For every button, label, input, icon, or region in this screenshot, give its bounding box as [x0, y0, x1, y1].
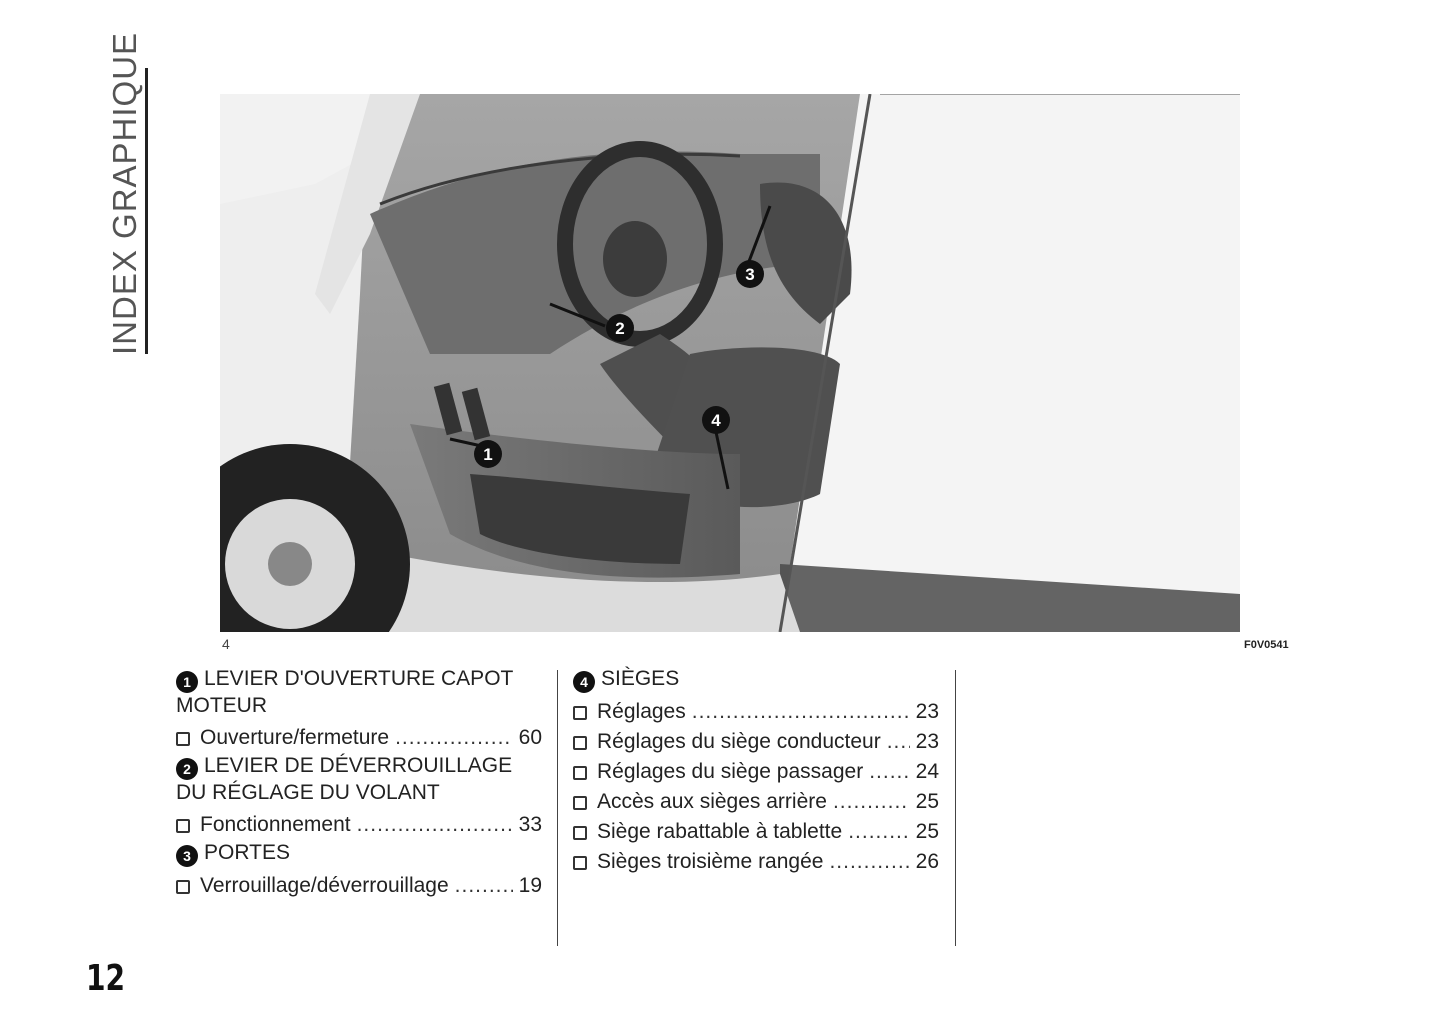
heading-text: PORTES: [204, 841, 290, 864]
number-badge: 4: [573, 671, 595, 693]
column-divider: [557, 670, 558, 946]
page-number: 12: [86, 958, 126, 999]
checkbox-bullet-icon: [176, 732, 190, 746]
index-entry[interactable]: [176, 723, 542, 753]
callout-2: [606, 314, 634, 342]
index-entry[interactable]: [573, 787, 939, 817]
callout-3: [736, 260, 764, 288]
entry-label: Réglages du siège conducteur: [597, 730, 881, 753]
checkbox-bullet-icon: [573, 706, 587, 720]
entry-label: Verrouillage/déverrouillage: [200, 874, 449, 897]
entry-page: 19: [518, 874, 542, 897]
section-heading: [176, 753, 542, 806]
leader-dots: [869, 757, 909, 787]
number-badge: 1: [176, 671, 198, 693]
heading-text: LEVIER DE DÉVERROUILLAGE DU RÉGLAGE DU VOLANT: [176, 754, 513, 804]
entry-label: Fonctionnement: [200, 813, 351, 836]
index-entry[interactable]: [573, 817, 939, 847]
number-badge: 3: [176, 845, 198, 867]
svg-text:2: 2: [615, 319, 625, 338]
leader-dots: [833, 787, 910, 817]
heading-text: SIÈGES: [601, 667, 680, 690]
index-entry[interactable]: [176, 871, 542, 901]
entry-label: Siège rabattable à tablette: [597, 820, 843, 843]
vehicle-interior-figure: [220, 94, 1240, 632]
leader-dots: [692, 697, 910, 727]
entry-page: 25: [915, 820, 939, 843]
entry-page: 25: [915, 790, 939, 813]
leader-dots: [829, 847, 909, 877]
checkbox-bullet-icon: [573, 826, 587, 840]
entry-label: Accès aux sièges arrière: [597, 790, 827, 813]
entry-page: 26: [915, 850, 939, 873]
heading-text: LEVIER D'OUVERTURE CAPOT MOTEUR: [176, 667, 513, 717]
index-column-1: [176, 666, 542, 901]
checkbox-bullet-icon: [176, 819, 190, 833]
leader-dots: [887, 727, 910, 757]
figure-number: 4: [222, 636, 230, 652]
entry-page: 24: [915, 760, 939, 783]
callout-1: [474, 440, 502, 468]
index-column-2: [573, 666, 939, 877]
section-heading: [573, 666, 939, 693]
index-entry[interactable]: [573, 697, 939, 727]
entry-label: Sièges troisième rangée: [597, 850, 824, 873]
section-heading: [176, 666, 542, 719]
index-entry[interactable]: [176, 810, 542, 840]
leader-dots: [848, 817, 909, 847]
entry-page: 23: [915, 730, 939, 753]
callout-4: [702, 406, 730, 434]
leader-dots: [357, 810, 513, 840]
entry-label: Ouverture/fermeture: [200, 726, 390, 749]
checkbox-bullet-icon: [573, 736, 587, 750]
column-divider: [955, 670, 956, 946]
entry-page: 23: [915, 700, 939, 723]
svg-text:4: 4: [711, 411, 721, 430]
number-badge: 2: [176, 758, 198, 780]
title-rule: [145, 68, 148, 354]
section-heading: [176, 840, 542, 867]
entry-page: 60: [518, 726, 542, 749]
entry-label: Réglages: [597, 700, 686, 723]
checkbox-bullet-icon: [573, 856, 587, 870]
entry-page: 33: [518, 813, 542, 836]
index-entry[interactable]: [573, 757, 939, 787]
checkbox-bullet-icon: [573, 766, 587, 780]
leader-dots: [395, 723, 513, 753]
leader-dots: [455, 871, 513, 901]
entry-label: Réglages du siège passager: [597, 760, 864, 783]
checkbox-bullet-icon: [573, 796, 587, 810]
section-title: INDEX GRAPHIQUE: [106, 31, 143, 355]
svg-text:3: 3: [745, 265, 755, 284]
checkbox-bullet-icon: [176, 880, 190, 894]
figure-code: F0V0541: [1244, 639, 1289, 651]
index-entry[interactable]: [573, 847, 939, 877]
index-entry[interactable]: [573, 727, 939, 757]
svg-text:1: 1: [483, 445, 493, 464]
